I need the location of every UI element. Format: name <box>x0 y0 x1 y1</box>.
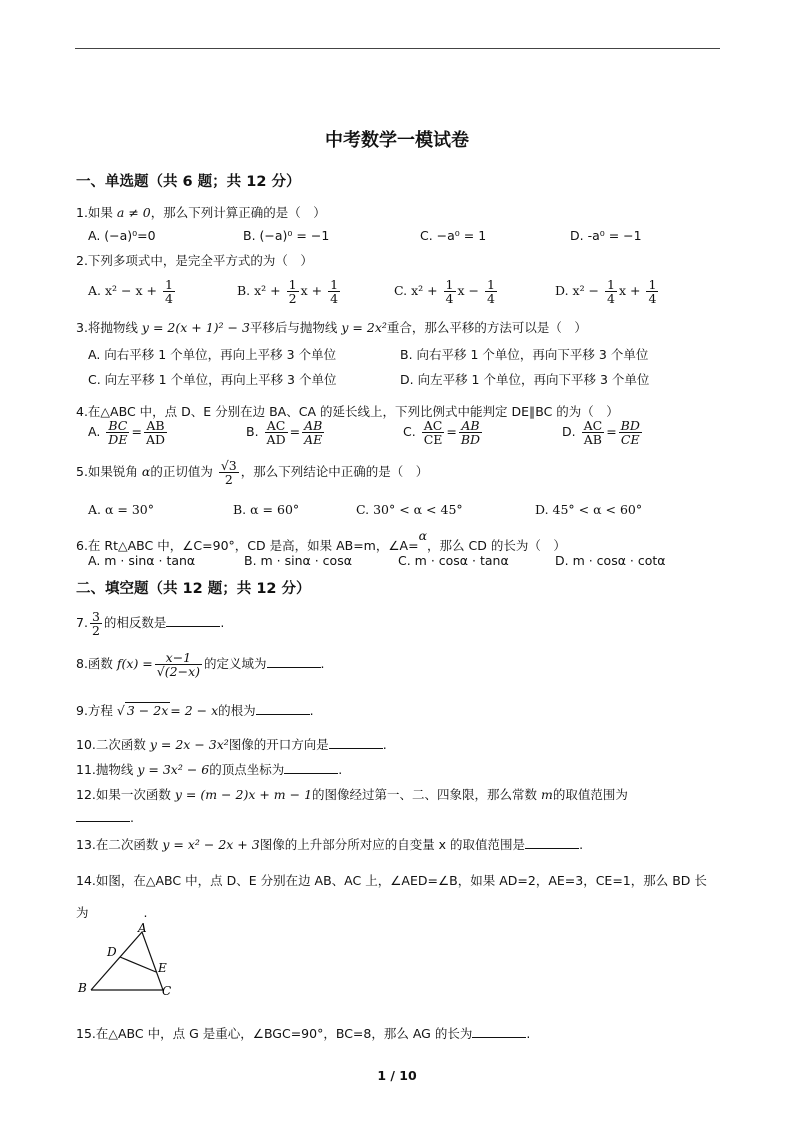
q5-option-d: D. 45° < α < 60° <box>535 502 643 517</box>
q5-option-a: A. α = 30° <box>88 502 154 517</box>
q6-option-b: B. m · sinα · cosα <box>244 553 352 568</box>
question-7: 7. $\frac{3}{2}$ 的相反数是 . <box>76 609 225 639</box>
q5-option-c: C. 30° < α < 45° <box>356 502 463 517</box>
answer-blank[interactable] <box>76 811 130 822</box>
question-12-answer-line: . <box>76 810 134 825</box>
label-d: D <box>107 945 117 959</box>
triangle-figure <box>74 920 184 1002</box>
q5-option-b: B. α = 60° <box>233 502 300 517</box>
answer-blank[interactable] <box>267 657 321 668</box>
q3-option-c: C. 向左平移 1 个单位，再向上平移 3 个单位 <box>88 372 337 387</box>
q2-option-d: D. x² − $\frac{1}{4}$ x + $\frac{1}{4}$ <box>555 277 657 307</box>
q3-option-b: B. 向右平移 1 个单位，再向下平移 3 个单位 <box>400 347 649 362</box>
question-13: 13.在二次函数 y = x² − 2x + 3图像的上升部分所对应的自变量 x 的取值范围是 . <box>76 837 584 852</box>
question-11: 11.抛物线 y = 3x² − 6的顶点坐标为 . <box>76 762 343 777</box>
label-b: B <box>78 981 87 995</box>
question-14-line-2: 为 . <box>76 905 148 920</box>
q4-option-b: B. $\frac{AC}{AD}$ = $\frac{AB}{AE}$ <box>246 418 323 448</box>
q6-option-c: C. m · cosα · tanα <box>398 553 509 568</box>
answer-blank[interactable] <box>256 704 310 715</box>
segment-de <box>120 957 156 972</box>
question-3: 3.将抛物线 y = 2(x + 1)² − 3平移后与抛物线 y = 2x²重合，那么平移的方法可以是（ ） <box>76 320 587 335</box>
answer-blank[interactable] <box>166 616 220 627</box>
label-e: E <box>158 961 167 975</box>
q1-option-b: B. (−a)⁰ = −1 <box>243 228 330 243</box>
answer-blank[interactable] <box>525 838 579 849</box>
triangle-abc <box>91 932 163 990</box>
question-14: 14.如图，在△ABC 中，点 D、E 分别在边 AB、AC 上，∠AED=∠B，如果 AD=2，AE=3，CE=1，那么 BD 长 <box>76 873 707 888</box>
q3-option-d: D. 向左平移 1 个单位，再向下平移 3 个单位 <box>400 372 650 387</box>
q1-option-c: C. −a⁰ = 1 <box>420 228 487 243</box>
section-heading-fill-in: 二、填空题（共 12 题；共 12 分） <box>76 581 311 597</box>
question-12: 12.如果一次函数 y = (m − 2)x + m − 1的图像经过第一、二、四象限，那么常数 m的取值范围为 <box>76 787 628 802</box>
question-1: 1.如果 a ≠ 0，那么下列计算正确的是（ ） <box>76 205 326 220</box>
question-2: 2.下列多项式中，是完全平方式的为（ ） <box>76 253 313 268</box>
answer-blank[interactable] <box>284 763 338 774</box>
page-title: 中考数学一模试卷 <box>325 130 469 151</box>
q1-option-d: D. -a⁰ = −1 <box>570 228 642 243</box>
question-9: 9.方程 √ 3 − 2x = 2 − x的根为 . <box>76 703 314 718</box>
q6-option-a: A. m · sinα · tanα <box>88 553 196 568</box>
question-4: 4.在△ABC 中，点 D、E 分别在边 BA、CA 的延长线上，下列比例式中能判定 DE∥BC 的为（ ） <box>76 404 619 419</box>
q3-option-a: A. 向右平移 1 个单位，再向上平移 3 个单位 <box>88 347 337 362</box>
q6-option-d: D. m · cosα · cotα <box>555 553 666 568</box>
q4-option-d: D. $\frac{AC}{AB}$ = $\frac{BD}{CE}$ <box>562 418 640 448</box>
q4-option-c: C. $\frac{AC}{CE}$ = $\frac{AB}{BD}$ <box>403 418 481 448</box>
q2-option-a: A. x² − x + $\frac{1}{4}$ <box>88 277 173 307</box>
label-a: A <box>138 921 147 935</box>
section-heading-single-choice: 一、单选题（共 6 题；共 12 分） <box>76 174 301 190</box>
question-15: 15.在△ABC 中，点 G 是重心，∠BGC=90°，BC=8，那么 AG 的长为 . <box>76 1026 531 1041</box>
q1-option-a: A. (−a)⁰=0 <box>88 228 156 243</box>
answer-blank[interactable] <box>329 738 383 749</box>
label-c: C <box>162 984 172 998</box>
header-rule <box>75 48 720 49</box>
q2-option-b: B. x² + $\frac{1}{2}$ x + $\frac{1}{4}$ <box>237 277 339 307</box>
q2-option-c: C. x² + $\frac{1}{4}$ x − $\frac{1}{4}$ <box>394 277 495 307</box>
q4-option-a: A. $\frac{BC}{DE}$ = $\frac{AB}{AD}$ <box>88 418 165 448</box>
answer-blank[interactable] <box>472 1027 526 1038</box>
question-6: 6.在 Rt△ABC 中，∠C=90°，CD 是高，如果 AB=m，∠A=α，那么 CD 的长为（ ） <box>76 528 566 553</box>
question-5: 5.如果锐角 α的正切值为 $\frac{√3}{2}$ ，那么下列结论中正确的是（ ） <box>76 458 429 488</box>
page-number: 1 / 10 <box>377 1068 417 1083</box>
question-8: 8.函数 f(x) = $\frac{x-1}{√(2-x)}$ 的定义域为 . <box>76 650 325 680</box>
question-10: 10.二次函数 y = 2x − 3x²图像的开口方向是 . <box>76 737 387 752</box>
